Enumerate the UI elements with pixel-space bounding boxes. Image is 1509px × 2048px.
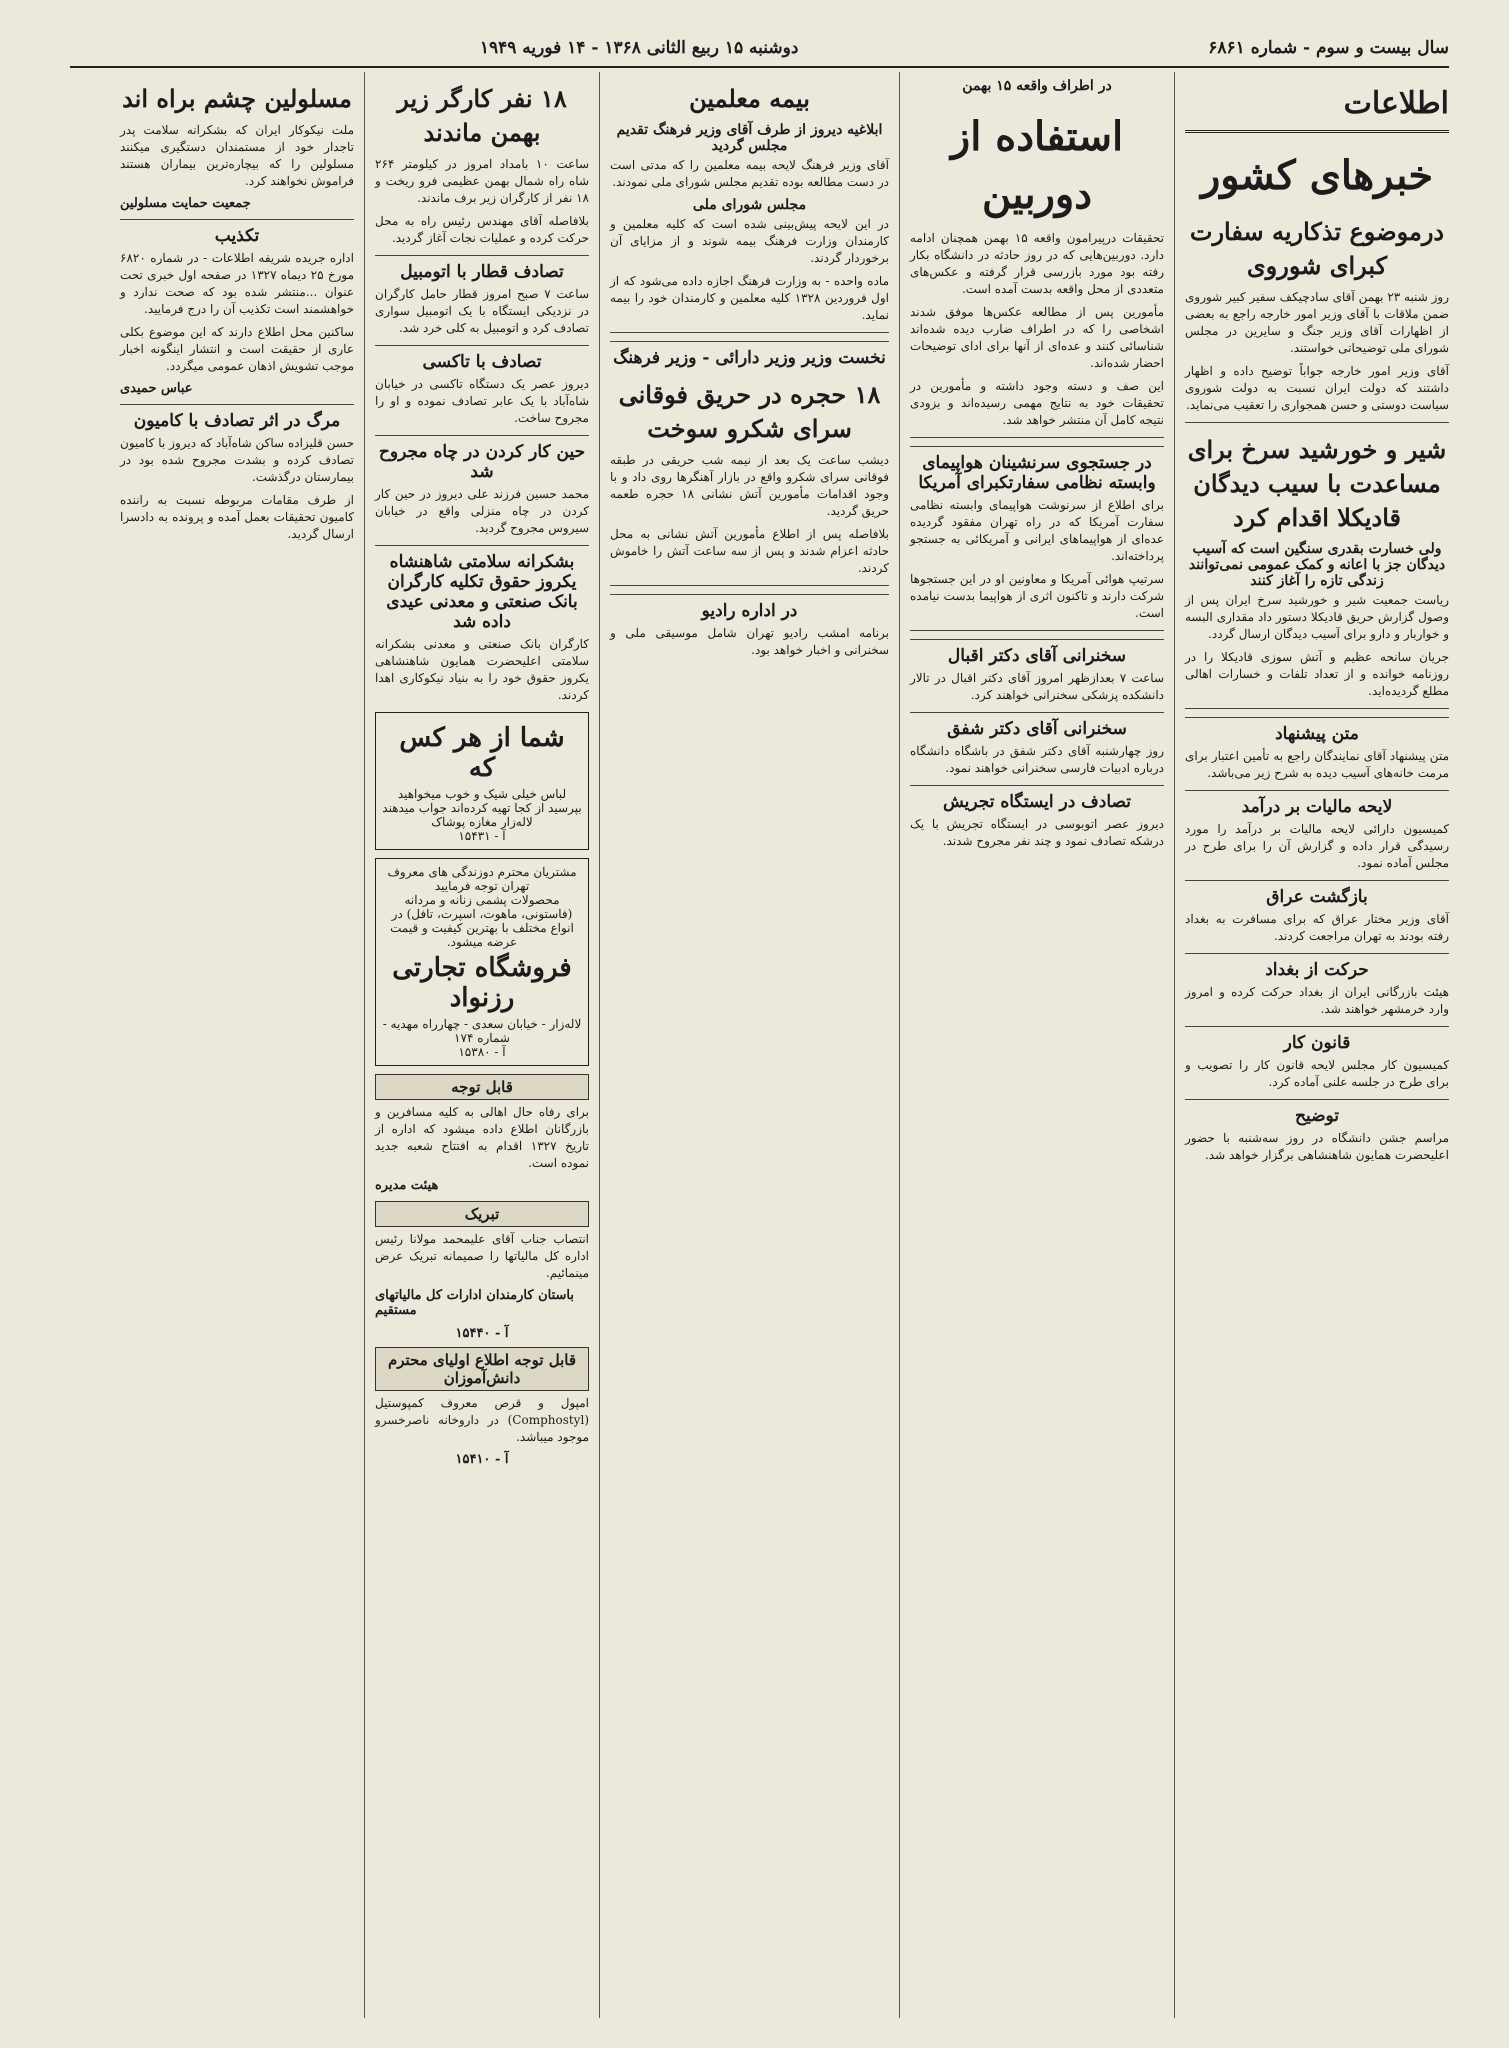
final-notice-body: امپول و قرص معروف کمپوستیل (Comphostyl) در داروخانه ناصرخسرو موجود میباشد.: [375, 1396, 589, 1444]
subheadline: ولی خسارت بقدری سنگین است که آسیب دیدگان جز با اعانه و کمک عمومی نمی‌توانند زندگی تازه را آغاز کنند: [1188, 541, 1446, 589]
article-body: برنامه امشب رادیو تهران شامل موسیقی ملی و سخنرانی و اخبار خواهد بود.: [610, 626, 889, 657]
article-body: اداره جریده شریفه اطلاعات - در شماره ۶۸۲۰ مورخ ۲۵ دیماه ۱۳۲۷ در صفحه اول خبری تحت عنوان ...منتشر شده بود که صحت ندارد و خواهشمند است تکذیب آن را درج فرمایید.: [120, 251, 354, 316]
advertisement-clothing: [375, 712, 589, 850]
article-body: برای اطلاع از سرنوشت هواپیمای وابسته نظامی سفارت آمریکا که در راه تهران مفقود گردیده عده‌ای از هواپیماهای ایرانی و آمریکائی به جستجو پرداخته‌اند.: [910, 498, 1164, 563]
headline-iraq-return: بازگشت عراق: [1185, 880, 1449, 907]
article-body: ملت نیکوکار ایران که بشکرانه سلامت پدر تاجدار خود از مستمندان دستگیری میکنند مسلولین را که بیچاره‌ترین بیماران هستند فراموش نخواهند کرد.: [120, 123, 354, 188]
masthead: اطلاعات: [1185, 78, 1449, 133]
congrats-signature: باستان کارمندان ادارات کل مالیاتهای مستقیم: [375, 1288, 574, 1318]
article-body: دیشب ساعت یک بعد از نیمه شب حریقی در طبقه فوقانی سرای شکرو واقع در بازار آهنگرها روی داد و با وجود اقدامات مأمورین آتش نشانی ۱۸ حجره طعمه حریق گردید.: [610, 453, 889, 518]
article-body: مراسم جشن دانشگاه در روز سه‌شنبه با حضور اعلیحضرت همایون شاهنشاهی برگزار خواهد شد.: [1185, 1131, 1449, 1162]
article-body: ساعت ۱۰ بامداد امروز در کیلومتر ۲۶۴ شاه راه شمال بهمن عظیمی فرو ریخت و ۱۸ نفر از کارگران زیر برف ماندند.: [375, 157, 590, 205]
article-body: مأمورین پس از مطالعه عکس‌ها موفق شدند اشخاصی را که در اطراف ضارب دیده شده‌اند شناسائی کنند و عده‌ای از آنها برای ادای توضیحات احضار شده‌اند.: [910, 305, 1164, 370]
column-1: [1174, 72, 1459, 2018]
date-bar: [70, 30, 1449, 68]
article-body: کارگران بانک صنعتی و معدنی بشکرانه سلامتی اعلیحضرت همایون شاهنشاهی یکروز حقوق خود را به بنیاد نیکوکاری اهدا کردند.: [375, 637, 589, 702]
headline-avalanche: ۱۸ نفر کارگر زیر بهمن ماندند: [397, 84, 567, 147]
column-3: [599, 72, 899, 2018]
headline-note: توضیح: [1185, 1099, 1449, 1126]
article-body: آقای وزیر فرهنگ لایحه بیمه معلمین را که مدتی است در دست مطالعه بوده تقدیم مجلس شورای ملی نمودند.: [610, 158, 889, 189]
column-5: [110, 72, 364, 2018]
ad-code: آ - ۱۵۳۸۰: [458, 1045, 506, 1059]
article-body: بلافاصله پس از اطلاع مأمورین آتش نشانی به محل حادثه اعزام شدند و پس از سه ساعت آتش را خاموش کردند.: [610, 527, 889, 575]
headline-proposal: متن پیشنهاد: [1185, 717, 1449, 744]
congrats-code: آ - ۱۵۴۴۰: [455, 1326, 509, 1341]
article-body: سرتیپ هوائی آمریکا و معاونین او در این جستجوها شرکت دارند و تاکنون اثری از هواپیما بدست نیامده است.: [910, 572, 1164, 620]
headline-soviet-note: درموضوع تذکاریه سفارت کبرای شوروی: [1189, 217, 1445, 280]
ad-address: لاله‌زار - خیابان سعدی - چهارراه مهدیه - شماره ۱۷۴: [382, 1017, 582, 1045]
article-body: جریان سانحه عظیم و آتش سوزی قادیکلا را در روزنامه خوانده و از تعداد تلفات و خسارات اهالی مطلع گردیده‌اید.: [1185, 650, 1449, 698]
column-4: [364, 72, 599, 2018]
ad-body: لباس خیلی شیک و خوب میخواهید بپرسید از کجا تهیه کرده‌اند جواب میدهند لاله‌زار مغازه پوشاک: [382, 787, 582, 829]
article-body: روز شنبه ۲۳ بهمن آقای سادچیکف سفیر کبیر شوروی ضمن ملاقات با آقای وزیر امور خارجه راجع به بعضی از اظهارات آقای وزیر جنگ و سایرین در مجلس شورای ملی توضیحاتی خواستند.: [1185, 290, 1449, 355]
article-body: متن پیشنهاد آقای نمایندگان راجع به تأمین اعتبار برای مرمت خانه‌های آسیب دیده به شرح زیر می‌باشد.: [1185, 749, 1449, 780]
notice-signature: هیئت مدیره: [375, 1178, 439, 1193]
article-body: در این لایحه پیش‌بینی شده است که کلیه معلمین و کارمندان وزارت فرهنگ بیمه شوند و از مزایای آن برخوردار گردند.: [610, 217, 889, 265]
headline-labor-law: قانون کار: [1185, 1026, 1449, 1053]
notice-body: برای رفاه حال اهالی به کلیه مسافرین و بازرگانان اطلاع داده میشود که اداره از تاریخ ۱۳۲۷ اقدام به افتتاح شعبه جدید نموده است.: [375, 1105, 589, 1170]
article-body: ساکنین محل اطلاع دارند که این موضوع بکلی عاری از حقیقت است و انتشار اینگونه اخبار موجب تشویش اذهان عمومی میگردد.: [120, 325, 354, 373]
ad-heading: مشتریان محترم دوزندگی های معروف تهران توجه فرمایید: [387, 865, 577, 893]
final-notice-code: آ - ۱۵۴۱۰: [455, 1452, 509, 1467]
advertisement-store: [375, 858, 589, 1066]
congrats-title: تبریک: [375, 1201, 589, 1227]
signature: عباس حمیدی: [120, 381, 193, 396]
article-body: کمیسیون دارائی لایحه مالیات بر درآمد را مورد رسیدگی قرار داده و گزارش آن را برای طرح در مجلس آماده نمود.: [1185, 822, 1449, 870]
subheadline: ابلاغیه دیروز از طرف آقای وزیر فرهنگ تقدیم مجلس گردید: [616, 122, 883, 154]
headline-ministers: نخست وزیر وزیر دارائی - وزیر فرهنگ: [610, 341, 889, 368]
final-notice-title: قابل توجه اطلاع اولیای محترم دانش‌آموزان: [375, 1347, 589, 1391]
headline-country-news: خبرهای کشور: [1200, 152, 1434, 199]
issue-date: دوشنبه ۱۵ ربیع الثانی ۱۳۶۸ - ۱۴ فوریه ۱۹۴۹: [479, 38, 799, 58]
ad-body: محصولات پشمی زنانه و مردانه (فاستونی، ماهوت، اسپرت، تافل) در انواع مختلف با بهترین کیفیت و قیمت عرضه میشود.: [390, 893, 574, 949]
ad-code: آ - ۱۵۴۳۱: [458, 829, 506, 843]
headline-bank-workers: بشکرانه سلامتی شاهنشاه یکروز حقوق تکلیه کارگران بانک صنعتی و معدنی عیدی داده شد: [375, 545, 589, 632]
column-2: [899, 72, 1174, 2018]
headline-camera: استفاده از دوربین: [950, 113, 1124, 218]
article-body: حسن قلیزاده ساکن شاه‌آباد که دیروز با کامیون تصادف کرده و بشدت مجروح شده بود در بیمارستان درگذشت.: [120, 436, 354, 484]
headline-income-tax: لایحه مالیات بر درآمد: [1185, 790, 1449, 817]
headline-radio: در اداره رادیو: [610, 594, 889, 621]
notice-title: قابل توجه: [375, 1074, 589, 1100]
headline-denial: تکذیب: [120, 219, 354, 246]
headline-truck-death: مرگ در اثر تصادف با کامیون: [120, 404, 354, 431]
section-majlis: مجلس شورای ملی: [692, 197, 807, 213]
headline-tajrish-accident: تصادف در ایستگاه تجریش: [910, 785, 1164, 812]
columns: [50, 72, 1459, 2018]
article-body: هیئت بازرگانی ایران از بغداد حرکت کرده و امروز وارد خرمشهر خواهند شد.: [1185, 985, 1449, 1016]
article-body: محمد حسین فرزند علی دیروز در حین کار کردن در چاه منزلی واقع در خیابان سیروس مجروح گردید.: [375, 487, 589, 535]
article-body: ریاست جمعیت شیر و خورشید سرخ ایران پس از وصول گزارش حریق قادیکلا دستور داد مقداری البسه و خواربار و دارو برای آسیب دیدگان ارسال گردد.: [1185, 593, 1449, 641]
signature: جمعیت حمایت مسلولین: [120, 196, 251, 211]
headline-teacher-insurance: بیمه معلمین: [689, 84, 810, 113]
headline-fire: ۱۸ حجره در حریق فوقانی سرای شکرو سوخت: [618, 380, 881, 443]
article-body: آقای وزیر امور خارجه جواباً توضیح داده و اظهار داشتند که دولت ایران نسبت به دولت شوروی سیاست دوستی و حسن همجواری را تعقیب می‌نماید.: [1185, 364, 1449, 412]
headline-train-crash: تصادف قطار با اتومبیل: [375, 255, 589, 282]
article-body: ماده واحده - به وزارت فرهنگ اجازه داده می‌شود که از اول فروردین ۱۳۲۸ کلیه معلمین و کارمندان خود را بیمه نماید.: [610, 274, 889, 322]
article-body: کمیسیون کار مجلس لایحه قانون کار را تصویب و برای طرح در جلسه علنی آماده کرد.: [1185, 1058, 1449, 1089]
article-body: روز چهارشنبه آقای دکتر شفق در باشگاه دانشگاه درباره ادبیات فارسی سخنرانی خواهند نمود.: [910, 744, 1164, 775]
article-body: از طرف مقامات مربوطه نسبت به راننده کامیون تحقیقات بعمل آمده و پرونده به دادسرا ارسال گردید.: [120, 493, 354, 541]
article-body: دیروز عصر اتوبوسی در ایستگاه تجریش با یک درشکه تصادف نمود و چند نفر مجروح شدند.: [910, 817, 1164, 848]
headline-baghdad: حرکت از بغداد: [1185, 953, 1449, 980]
headline-well-injury: حین کار کردن در چاه مجروح شد: [375, 435, 589, 482]
kicker: در اطراف واقعه ۱۵ بهمن: [962, 78, 1112, 94]
article-body: ساعت ۷ بعدازظهر امروز آقای دکتر اقبال در تالار دانشکده پزشکی سخنرانی خواهند کرد.: [910, 671, 1164, 702]
headline-iqbal-lecture: سخنرانی آقای دکتر اقبال: [910, 639, 1164, 666]
article-body: دیروز عصر یک دستگاه تاکسی در خیابان شاه‌آباد با یک عابر تصادف نموده و او را مجروح ساخت.: [375, 377, 589, 425]
headline-red-lion: شیر و خورشید سرخ برای مساعدت با سیب دیدگان قادیکلا اقدام کرد: [1187, 435, 1447, 532]
article-body: آقای وزیر مختار عراق که برای مسافرت به بغداد رفته بودند به تهران مراجعت کردند.: [1185, 912, 1449, 943]
article-body: ساعت ۷ صبح امروز قطار حامل کارگران در نزدیکی ایستگاه با یک اتومبیل سواری تصادف کرد و اتومبیل به کلی خرد شد.: [375, 287, 589, 335]
headline-tb-patients: مسلولین چشم براه اند: [122, 84, 352, 113]
headline-plane-search: در جستجوی سرنشینان هواپیمای وابسته نظامی سفارتکبرای آمریکا: [910, 446, 1164, 493]
article-body: بلافاصله آقای مهندس رئیس راه به محل حرکت کرده و عملیات نجات آغاز گردید.: [375, 214, 589, 245]
ad-store-name: فروشگاه تجارتی رزنواد: [392, 953, 572, 1013]
article-body: این صف و دسته وجود داشته و مأمورین در تحقیقات خود به نتایج مهمی رسیده‌اند و بزودی نتیجه کامل آن منتشر خواهد شد.: [910, 379, 1164, 427]
headline-taxi: تصادف با تاکسی: [375, 345, 589, 372]
ad-title: شما از هر کس که: [399, 723, 565, 783]
issue-number: سال بیست و سوم - شماره ۶۸۶۱: [1208, 38, 1449, 58]
headline-shafaq-lecture: سخنرانی آقای دکتر شفق: [910, 712, 1164, 739]
article-body: تحقیقات درپیرامون واقعه ۱۵ بهمن همچنان ادامه دارد. دوربین‌هایی که در روز حادثه در دانشگاه بکار رفته بود مورد بازرسی قرار گرفته و عکس‌های متعددی از محل واقعه بدست آمده است.: [910, 231, 1164, 296]
congrats-body: انتصاب جناب آقای علیمحمد مولانا رئیس اداره کل مالیاتها را صمیمانه تبریک عرض مینمائیم.: [375, 1232, 589, 1280]
